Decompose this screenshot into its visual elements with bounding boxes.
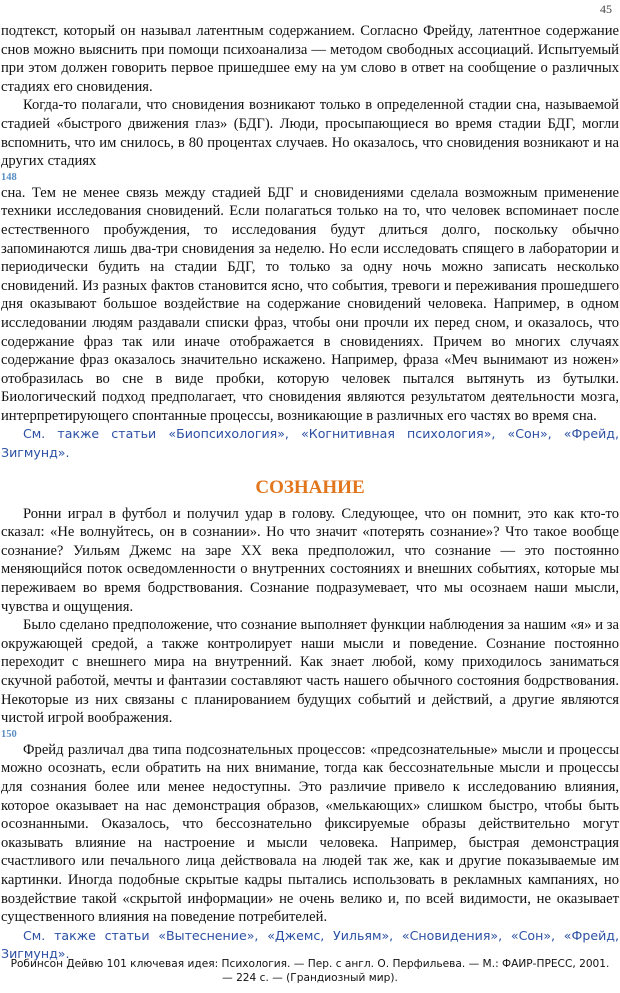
page-marker-148: 148 <box>1 171 17 183</box>
paragraph: сна. Тем не менее связь между стадией БДГ и сновидениями сделала возможным применение техники исследования сновидений. Если полагаться только на то, что человек вспоминает после естественного пробуждения, то исследования будут длиться долго, поскольку обычно запоминаются лишь два-три сновидения за неделю. Но если исследовать спящего в лаборатории и периодически будить на стадии БДГ, то только за одну ночь можно записать несколько сновидений. Из разных фактов становится ясно, что события, тревоги и переживания прошедшего дня оказывают большое воздействие на содержание сновидений человека. Например, в одном исследовании людям раздавали списки фраз, чтобы они прочли их перед сном, и оказалось, что содержание фраз так или иначе отображается в сновидениях. Причем во многих случаях содержание фраз оказалось значительно искажено. Например, фраза «Меч вынимают из ножен» отобразилась во сне в виде пробки, которую человек пытался вытянуть из бутылки. Биологический подход предполагает, что сновидения являются результатом деятельности мозга, интерпретирующего спонтанные процессы, возникающие в различных его частях во время сна. <box>1 184 619 424</box>
see-also-note: См. также статьи «Вытеснение», «Джемс, Уильям», «Сновидения», «Сон», «Фрейд, Зигмунд». <box>1 927 619 962</box>
paragraph: Было сделано предположение, что сознание выполняет функции наблюдения за нашим «я» и за окружающей средой, а также контролирует наши мысли и поведение. Сознание постоянно переходит с внешнего мира на внутренний. Как знает любой, кому приходилось заниматься скучной работой, мечты и фантазии составляют часть нашего обычного состояния бодрствования. Некоторые из них связаны с планированием будущих событий и действий, а другие являются чистой игрой воображения. <box>1 617 619 727</box>
body-text <box>1 22 619 964</box>
paragraph: подтекст, который он называл латентным содержанием. Согласно Фрейду, латентное содержание снов можно выяснить при помощи психоанализа — методом свободных ассоциаций. Испытуемый при этом должен говорить первое пришедшее ему на ум слово в ответ на сообщение о различных стадиях его сновидения. <box>1 23 619 95</box>
page-number: 45 <box>600 2 612 16</box>
paragraph: Ронни играл в футбол и получил удар в голову. Следующее, что он помнит, это как кто-то сказал: «Не волнуйтесь, он в сознании». Но что значит «потерять сознание»? Что такое вообще сознание? Уильям Джемс на заре XX века предположил, что сознание — это постоянно меняющийся поток осведомленности о внутренних состояниях и внешних событиях, которые мы переживаем во время бодрствования. Сознание подразумевает, что мы осознаем наши мысли, чувства и ощущения. <box>1 505 619 615</box>
paragraph: Фрейд различал два типа подсознательных процессов: «предсознательные» мысли и процессы можно осознать, если обратить на них внимание, тогда как бессознательные мысли и процессы для сознания более или менее недоступны. Это различие привело к исследованию влияния, которое оказывает на нас демонстрация образов, «мелькающих» слишком быстро, чтобы быть осознанными. Оказалось, что бессознательно фиксируемые образы действительно могут оказывать влияние на настроение и мысли человека. Например, быстрая демонстрация счастливого или печального лица действовала на людей так же, как и другие показываемые им картинки. Иногда подобные скрытые кадры пытались использовать в рекламных кампаниях, но воздействие такой «скрытой информации» не очень велико и, по всей видимости, не оказывает существенного влияния на поведение потребителей. <box>1 741 619 926</box>
see-also-note: См. также статьи «Биопсихология», «Когнитивная психология», «Сон», «Фрейд, Зигмунд». <box>1 426 619 461</box>
paragraph: Когда-то полагали, что сновидения возникают только в определенной стадии сна, называемой стадией «быстрого движения глаз» (БДГ). Люди, просыпающиеся во время стадии БДГ, могли вспомнить, что им снилось, в 80 процентах случаев. Но оказалось, что сновидения возникают и на других стадиях <box>1 97 619 170</box>
bibliographic-footer: Робинсон Дейвю 101 ключевая идея: Психология. — Пер. с англ. О. Перфильева. — М.: ФАИР-ПРЕСС, 2001. — 224 с. — (Грандиозный мир). <box>10 958 610 984</box>
section-heading: СОЗНАНИЕ <box>255 476 365 498</box>
page-marker-150: 150 <box>1 728 17 740</box>
